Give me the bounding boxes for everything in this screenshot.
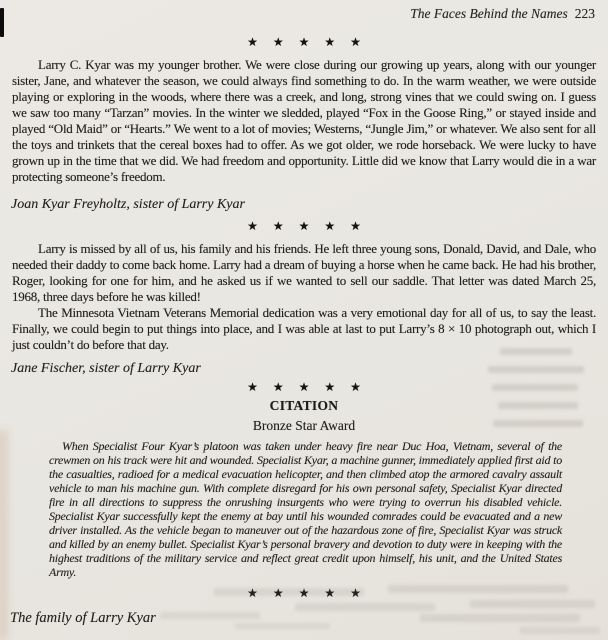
scan-bleedthrough — [498, 402, 578, 409]
scan-bleedthrough — [214, 588, 364, 596]
scan-bleedthrough — [420, 614, 580, 622]
scan-bleedthrough — [520, 627, 600, 634]
running-header — [0, 0, 608, 22]
page-number: 223 — [574, 6, 595, 21]
scan-bleedthrough — [493, 420, 583, 427]
scan-bleedthrough — [500, 348, 572, 355]
scan-bleedthrough — [488, 366, 584, 373]
scan-bleedthrough — [160, 612, 260, 619]
scan-bleedthrough — [295, 603, 435, 611]
scan-bleedthrough — [470, 600, 595, 608]
citation-subheading: Bronze Star Award — [252, 418, 356, 433]
tribute2-paragraph-1: Larry is missed by all of us, his family and his friends. He left three young sons, Donald, David, and Dale, who needed their daddy to come back home. Larry had a dream of buying a horse when he came back. He had his brother, Roger, looking for one for him, and he asked us if we wanted to sell our saddle. That letter was dated March 25, 1968, three days before he was killed! — [12, 241, 596, 304]
star-divider: ★ ★ ★ ★ ★ — [247, 219, 367, 233]
scan-edge-mark — [0, 8, 4, 37]
tribute2-attribution: Jane Fischer, sister of Larry Kyar — [11, 361, 201, 376]
scan-bleedthrough — [492, 384, 578, 391]
tribute1-attribution: Joan Kyar Freyholtz, sister of Larry Kyar — [11, 197, 245, 212]
scan-bleedthrough — [388, 585, 568, 593]
family-attribution: The family of Larry Kyar — [10, 610, 156, 626]
scan-bleedthrough — [235, 623, 330, 629]
citation-heading: CITATION — [269, 398, 339, 413]
tribute1-paragraph: Larry C. Kyar was my younger brother. We were close during our growing up years, along with our younger sister, Jane, and whatever the season, we could always find something to do. In the warm weather, we were outside playing or exploring in the woods, where there was a creek, and long, strong vines that we could swing on. I guess we saw too many “Tarzan” movies. In the winter we sledded, played “Fox in the Goose Ring,” or stayed inside and played “Old Maid” or “Hearts.” We went to a lot of movies; Westerns, “Jungle Jim,” or whatever. We also sent for all the toys and trinkets that the cereal boxes had to offer. As we got older, we rode horseback. We were lucky to have grown up in the time that we did. We had freedom and opportunity. Little did we know that Larry would die in a war protecting someone’s freedom. — [12, 57, 596, 184]
star-divider: ★ ★ ★ ★ ★ — [247, 380, 367, 394]
scan-left-tint — [0, 430, 8, 640]
running-title: The Faces Behind the Names — [410, 6, 568, 21]
citation-body: When Specialist Four Kyar’s platoon was taken under heavy fire near Duc Hoa, Vietnam, several of the crewmen on his track were hit and wounded. Specialist Kyar, a machine gunner, immediately applied first aid to the casualties, radioed for a medical evacuation helicopter, and then climbed atop the armored cavalry assault vehicle to man his machine gun. With complete disregard for his own personal safety, Specialist Kyar directed fire in all directions to suppress the onrushing insurgents who were trying to overrun his disabled vehicle. Specialist Kyar successfully kept the enemy at bay until his wounded comrades could be evacuated and a new driver installed. As the vehicle began to maneuver out of the hazardous zone of fire, Specialist Kyar was struck and killed by an enemy bullet. Specialist Kyar’s personal bravery and devotion to duty were in keeping with the highest traditions of the military service and reflect great credit upon himself, his unit, and the United States Army. — [49, 439, 562, 579]
star-divider: ★ ★ ★ ★ ★ — [247, 586, 367, 600]
tribute2-paragraph-2: The Minnesota Vietnam Veterans Memorial dedication was a very emotional day for all of us, to say the least. Finally, we could begin to put things into place, and I was able at last to put Larry’s 8 × 10 photograph out, which I just couldn’t do before that day. — [12, 305, 596, 352]
star-divider: ★ ★ ★ ★ ★ — [247, 35, 367, 49]
